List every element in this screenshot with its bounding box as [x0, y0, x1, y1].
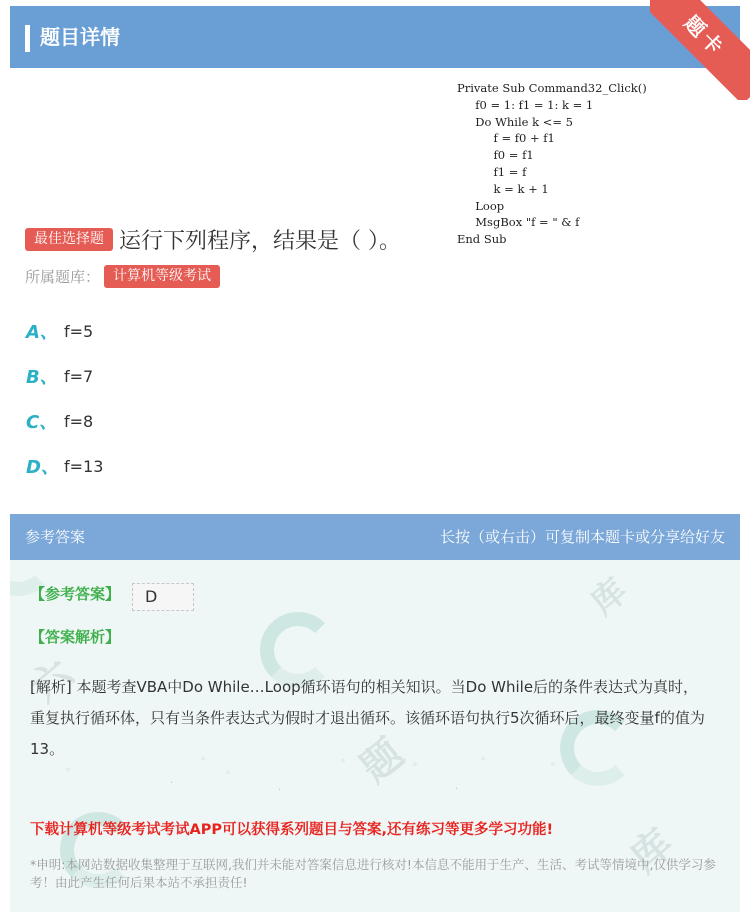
code-line: k = k + 1 [457, 181, 549, 196]
library-line [25, 264, 220, 289]
code-line: f1 = f [457, 164, 527, 179]
code-snippet [457, 80, 647, 248]
option-letter: C、 [26, 412, 58, 433]
answer-label: 【参考答案】 [30, 585, 121, 603]
library-tag[interactable]: 计算机等级考试 [104, 265, 220, 288]
answer-section-title: 参考答案 [25, 528, 86, 546]
ribbon-label: 题卡 [650, 0, 750, 100]
question-line [25, 222, 401, 256]
page-header [10, 6, 740, 68]
option-a[interactable] [26, 318, 93, 344]
dust-speck-icon: ◦ [412, 760, 418, 771]
option-b[interactable] [26, 363, 93, 389]
option-letter: D、 [26, 457, 59, 478]
code-line: End Sub [457, 232, 507, 247]
analysis-text: [解析] 本题考查VBA中Do While…Loop循环语句的相关知识。当Do While后的条件表达式为真时，重复执行循环体，只有当条件表达式为假时才退出循环。该循环语句执行5次循环后，最终变量f的值为13。 [30, 678, 705, 758]
dust-speck-icon: ◦ [200, 754, 206, 765]
header-accent-bar [25, 25, 30, 52]
option-letter: A、 [26, 322, 58, 343]
answer-section-header [10, 514, 740, 560]
disclaimer: *申明:本网站数据收集整理于互联网,我们并未能对答案信息进行核对!本信息不能用于生产、生活、考试等情境中,仅供学习参考！由此产生任何后果本站不承担责任! [30, 857, 716, 890]
analysis-label: 【答案解析】 [30, 628, 121, 646]
dust-speck-icon: ◦ [480, 754, 486, 765]
dust-speck-icon: ◦ [225, 768, 231, 779]
question-text: 运行下列程序，结果是（ ）。 [119, 228, 401, 254]
code-line: Loop [457, 198, 505, 213]
dust-speck-icon: · [455, 784, 459, 795]
question-type-tag: 最佳选择题 [25, 228, 113, 251]
option-text: f=5 [64, 321, 94, 341]
dust-speck-icon: ◦ [65, 765, 71, 776]
question-card-ribbon[interactable] [650, 0, 750, 100]
watermark-glyph: 库 [621, 819, 683, 882]
answer-value: D [132, 583, 194, 611]
dust-speck-icon: ◦ [340, 756, 346, 767]
app-download-promo[interactable]: 下载计算机等级考试考试APP可以获得系列题目与答案,还有练习等更多学习功能! [30, 822, 554, 838]
library-label: 所属题库： [25, 268, 101, 286]
code-line: Do While k <= 5 [457, 114, 573, 129]
dust-speck-icon: · [278, 785, 282, 796]
page-title: 题目详情 [40, 25, 120, 49]
code-line: f0 = f1 [457, 148, 534, 163]
code-line: f = f0 + f1 [457, 131, 555, 146]
code-line: f0 = 1: f1 = 1: k = 1 [457, 97, 594, 112]
option-d[interactable] [26, 453, 103, 479]
watermark-glyph: 库 [583, 570, 636, 624]
dust-speck-icon: · [170, 778, 174, 789]
share-hint: 长按（或右击）可复制本题卡或分享给好友 [439, 528, 725, 546]
code-line: Private Sub Command32_Click() [457, 81, 647, 95]
option-text: f=8 [64, 411, 94, 431]
option-text: f=13 [64, 456, 104, 476]
option-c[interactable] [26, 408, 93, 434]
code-line: MsgBox "f = " & f [457, 215, 580, 230]
watermark-glyph: 六 [21, 649, 83, 712]
option-text: f=7 [64, 366, 94, 386]
watermark-glyph: 题 [351, 729, 413, 792]
option-letter: B、 [26, 367, 58, 388]
dust-speck-icon: ◦ [550, 760, 556, 771]
